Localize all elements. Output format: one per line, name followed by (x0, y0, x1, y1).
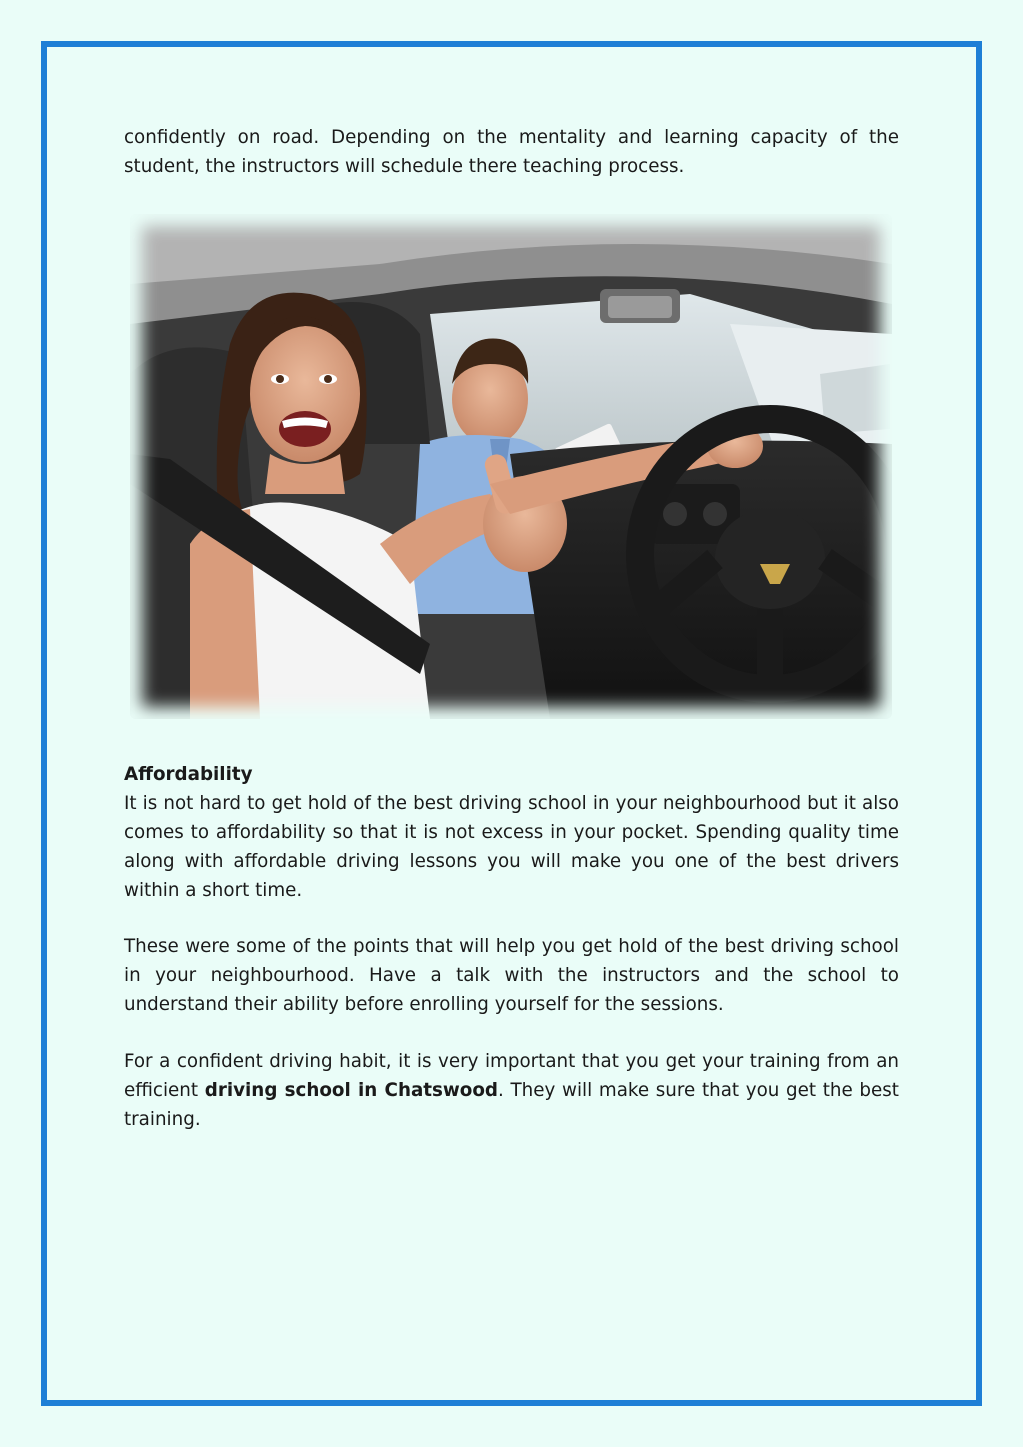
affordability-heading: Affordability (124, 764, 253, 785)
closing-paragraph (124, 1047, 899, 1134)
intro-paragraph: confidently on road. Depending on the mentality and learning capacity of the student, the instructors will schedule there teaching process. (124, 127, 899, 177)
driving-school-chatswood-link[interactable]: driving school in Chatswood (204, 1080, 499, 1101)
photo-frame (130, 214, 892, 719)
affordability-paragraph: It is not hard to get hold of the best driving school in your neighbourhood but it also comes to affordability so that it is not excess in your pocket. Spending quality time along with affordable driving lessons you will make you one of the best drivers within a short time. (124, 793, 899, 901)
points-summary-paragraph: These were some of the points that will help you get hold of the best driving school in your neighbourhood. Have a talk with the instructors and the school to understand their ability before enrolling yourself for the sessions. (124, 936, 899, 1015)
driving-lesson-photo (130, 214, 892, 719)
closing-suffix: . They will make sure that you get the best training. (124, 1080, 899, 1130)
car-interior-illustration (130, 214, 892, 719)
closing-prefix: For a confident driving habit, it is very important that you get your training from an efficient (124, 1051, 899, 1101)
